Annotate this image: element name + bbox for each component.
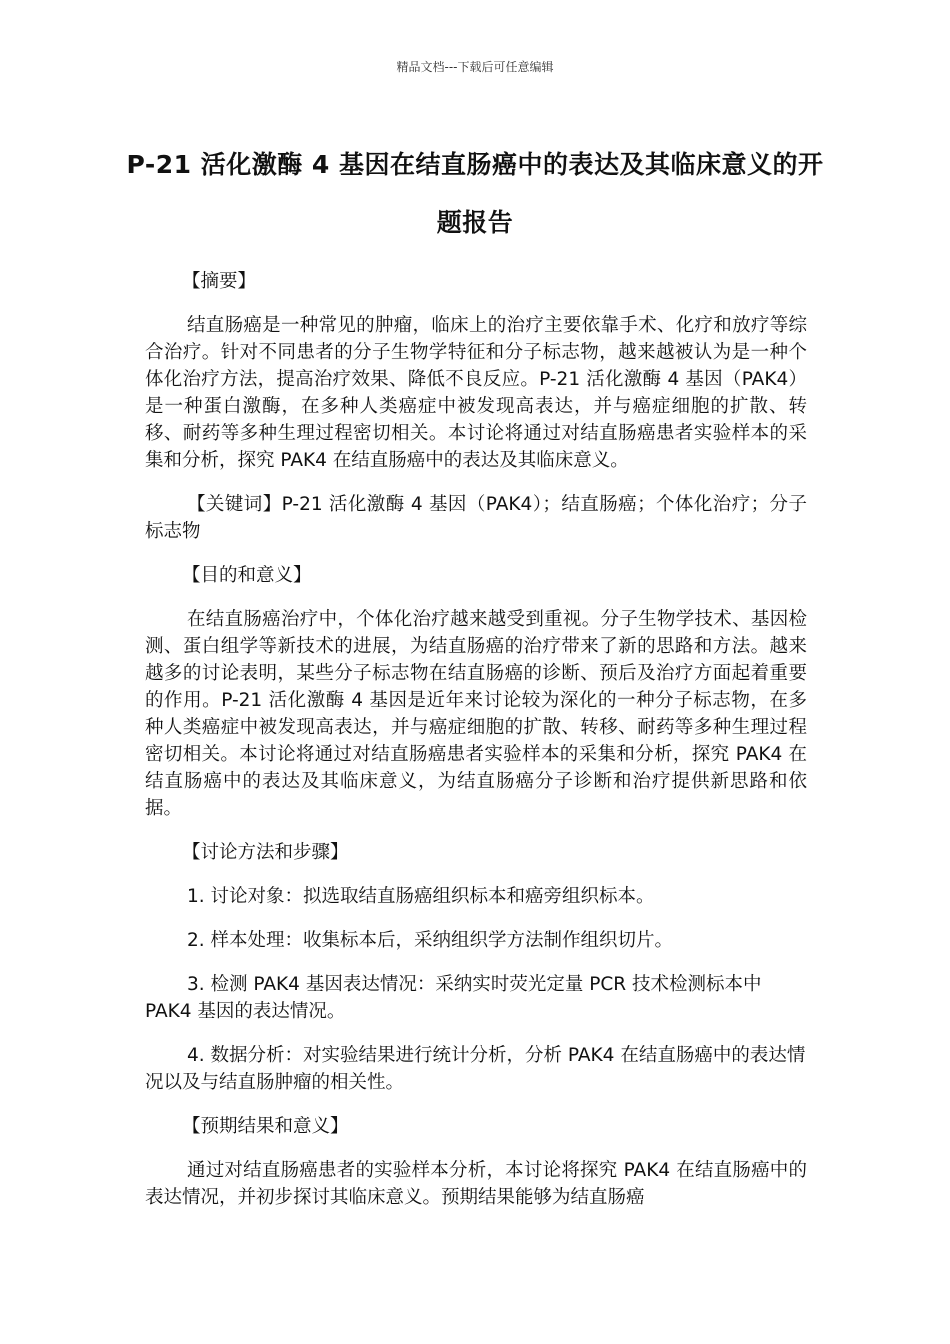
methods-item: 2. 样本处理：收集标本后，采纳组织学方法制作组织切片。 — [187, 930, 674, 951]
abstract-heading: 【摘要】 — [182, 271, 257, 292]
header-note: 精品文档---下载后可任意编辑 — [396, 60, 554, 74]
results-heading: 【预期结果和意义】 — [182, 1116, 349, 1137]
document-body — [145, 268, 807, 1211]
purpose-paragraph: 在结直肠癌治疗中，个体化治疗越来越受到重视。分子生物学技术、基因检测、蛋白组学等新技术的进展，为结直肠癌的治疗带来了新的思路和方法。越来越多的讨论表明，某些分子标志物在结直肠癌的诊断、预后及治疗方面起着重要的作用。P-21 活化激酶 4 基因是近年来讨论较为深化的一种分子标志物，在多种人类癌症中被发现高表达，并与癌症细胞的扩散、转移、耐药等多种生理过程密切相关。本讨论将通过对结直肠癌患者实验样本的采集和分析，探究 PAK4 在结直肠癌中的表达及其临床意义，为结直肠癌分子诊断和治疗提供新思路和依据。 — [145, 609, 807, 819]
methods-heading: 【讨论方法和步骤】 — [182, 842, 349, 863]
document-title: P-21 活化激酶 4 基因在结直肠癌中的表达及其临床意义的开题报告 — [126, 150, 824, 237]
keywords-paragraph: 【关键词】P-21 活化激酶 4 基因（PAK4）；结直肠癌；个体化治疗；分子标志物 — [145, 494, 807, 542]
results-paragraph: 通过对结直肠癌患者的实验样本分析，本讨论将探究 PAK4 在结直肠癌中的表达情况，并初步探讨其临床意义。预期结果能够为结直肠癌 — [145, 1160, 807, 1208]
abstract-paragraph: 结直肠癌是一种常见的肿瘤，临床上的治疗主要依靠手术、化疗和放疗等综合治疗。针对不同患者的分子生物学特征和分子标志物，越来越被认为是一种个体化治疗方法，提高治疗效果、降低不良反应。P-21 活化激酶 4 基因（PAK4）是一种蛋白激酶，在多种人类癌症中被发现高表达，并与癌症细胞的扩散、转移、耐药等多种生理过程密切相关。本讨论将通过对结直肠癌患者实验样本的采集和分析，探究 PAK4 在结直肠癌中的表达及其临床意义。 — [145, 315, 807, 471]
methods-item: 4. 数据分析：对实验结果进行统计分析，分析 PAK4 在结直肠癌中的表达情况以及与结直肠肿瘤的相关性。 — [145, 1045, 806, 1093]
methods-item: 3. 检测 PAK4 基因表达情况：采纳实时荧光定量 PCR 技术检测标本中 PAK4 基因的表达情况。 — [145, 974, 762, 1022]
methods-item: 1. 讨论对象：拟选取结直肠癌组织标本和癌旁组织标本。 — [187, 886, 655, 907]
purpose-heading: 【目的和意义】 — [182, 565, 312, 586]
